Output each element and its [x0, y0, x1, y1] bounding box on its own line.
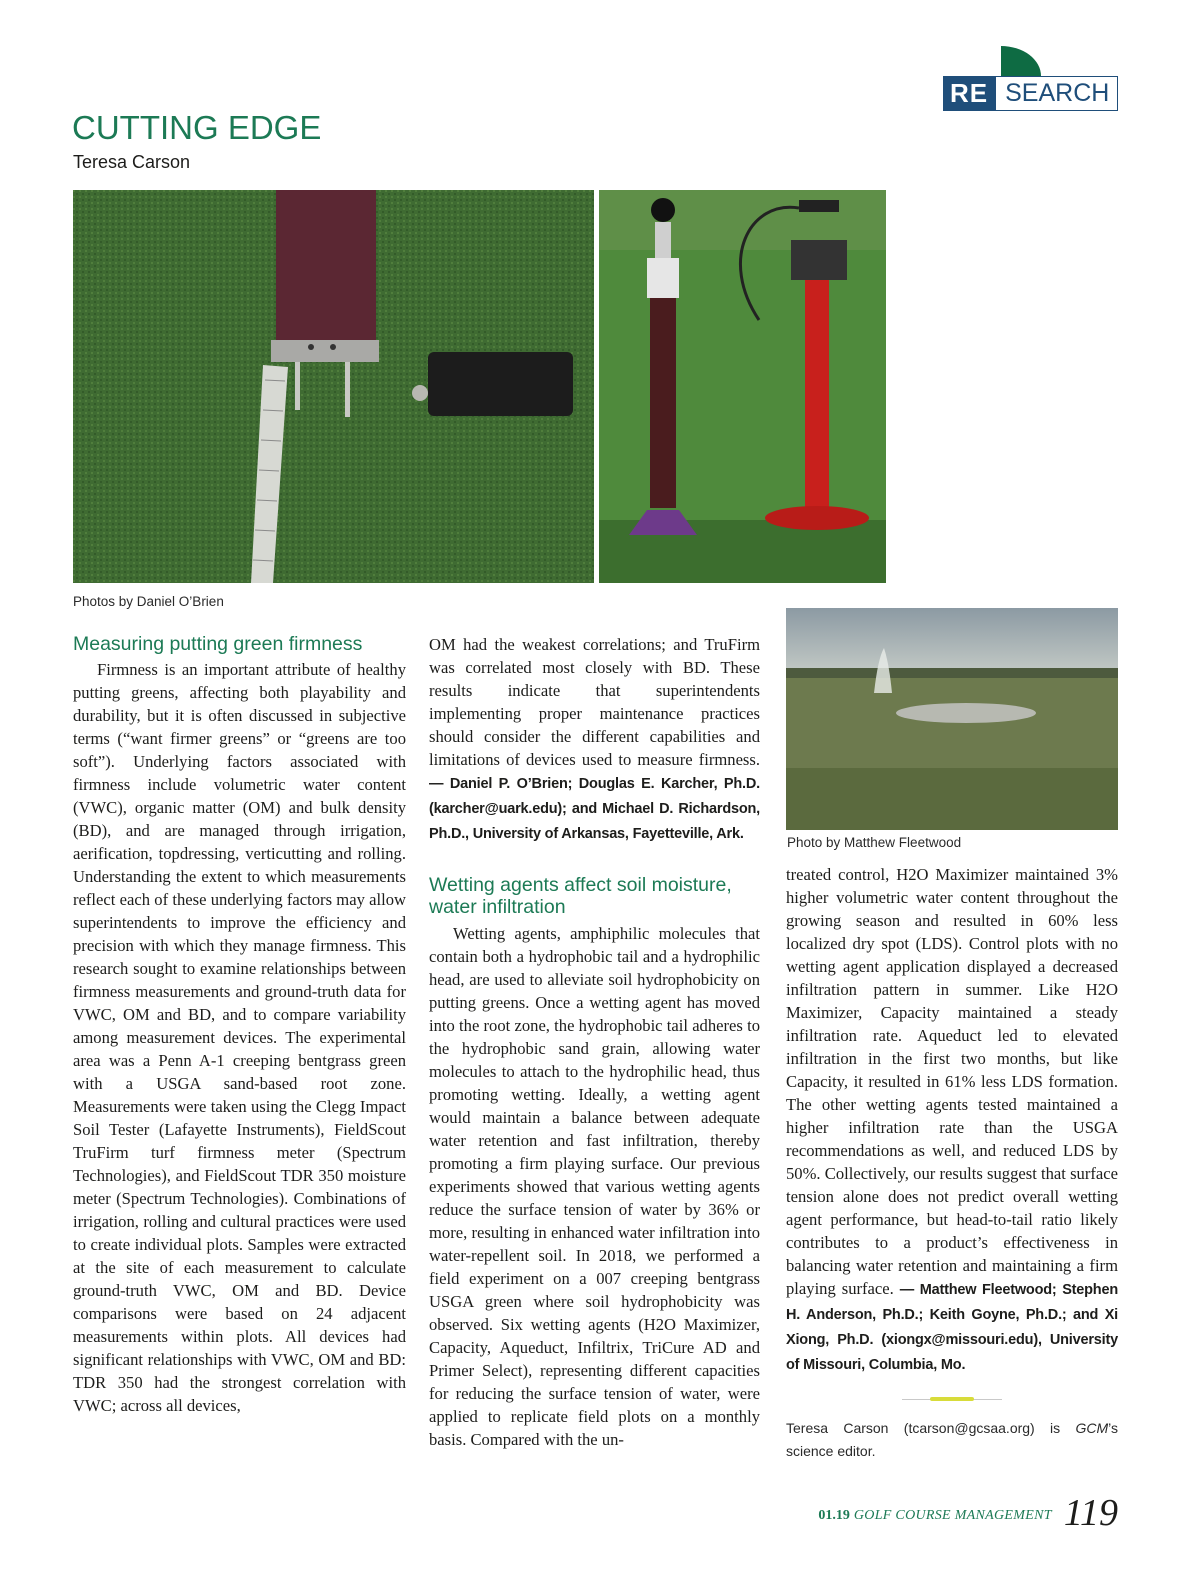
article2-byline: — Matthew Fleetwood; Stephen H. Anderson, Ph.D.; Keith Goyne, Ph.D.; and Xi Xiong, Ph.D. (xiongx@missouri.edu), University of Missouri, Columbia, Mo. [786, 1282, 1118, 1373]
article1-byline: — Daniel P. O’Brien; Douglas E. Karcher, Ph.D. (karcher@uark.edu); and Michael D. Richardson, Ph.D., University of Arkansas, Fayetteville, Ark. [429, 776, 760, 842]
field-fountain-photo [786, 608, 1118, 830]
photo-credit-top: Photos by Daniel O’Brien [73, 594, 224, 609]
article2-body-col2: Wetting agents, amphiphilic molecules that contain both a hydrophobic tail and a hydrophilic head, are used to alleviate soil hydrophobicity on putting greens. Once a wetting agent has moved into the root zone, the hydrophobic tail adheres to the hydrophobic sand grain, allowing water molecules to attach to the hydrophilic head, thus promoting wetting. Ideally, a wetting agent would maintain a balance between adequate water retention and fast infiltration, thereby promoting a firm playing surface. Our previous experiments showed that various wetting agents reduce the surface tension of water by 36% or more, resulting in enhanced water infiltration into water-repellent soil. In 2018, we performed a field experiment on a 007 creeping bentgrass USGA green where soil hydrophobicity was observed. Six wetting agents (H2O Maximizer, Capacity, Aqueduct, Infiltrix, TriCure AD and Primer Select), representing different capacities for reducing the surface tension of water, were applied to replicate field plots on a monthly basis. Compared with the un- [429, 924, 760, 1449]
author-name: Teresa Carson [73, 152, 191, 172]
article1-heading: Measuring putting green firmness [73, 633, 363, 655]
bio-italic: GCM [1075, 1420, 1109, 1436]
photo-credit-right: Photo by Matthew Fleetwood [787, 835, 962, 850]
article1-body-col1: Firmness is an important attribute of healthy putting greens, affecting both playability and durability, but it is often discussed in subjective terms (“want firmer greens” or “greens are too soft”). Underlying factors associated with firmness include volumetric water content (VWC), organic matter (OM) and bulk density (BD), and are managed through irrigation, aerification, topdressing, verticutting and rolling. Understanding the extent to which measurements reflect each of these underlying factors may allow superintendents to improve the efficiency and precision with which they manage firmness. This research sought to examine relationships between firmness measurements and ground-truth data for VWC, OM and BD, and to compare variability among measurement devices. The experimental area was a Penn A-1 creeping bentgrass green with a USGA sand-based root zone. Measurements were taken using the Clegg Impact Soil Tester (Lafayette Instruments), FieldScout TruFirm turf firmness meter (Spectrum Technologies), and FieldScout TDR 350 moisture meter (Spectrum Technologies). Combinations of irrigation, rolling and cultural practices were used to create individual plots. Samples were extracted at the site of each measurement to calculate ground-truth VWC, OM and BD. Device comparisons were based on 24 adjacent measurements within plots. All devices had significant relationships with VWC, OM and BD: TDR 350 had the strongest correlation with VWC; across all devices, [73, 660, 406, 1415]
column-3 [786, 863, 1118, 1377]
logo-prefix: RE [944, 77, 996, 110]
section-divider [902, 1396, 1002, 1402]
magazine-name: GOLF COURSE MANAGEMENT [853, 1508, 1052, 1523]
author-bio [786, 1417, 1118, 1463]
logo-suffix: SEARCH [996, 77, 1109, 110]
column-2 [429, 633, 760, 1451]
page-footer [760, 1491, 1118, 1534]
article1-body-col2 [429, 633, 760, 846]
article2-body-col3 [786, 863, 1118, 1377]
article2-heading: Wetting agents affect soil moisture, water infiltration [429, 874, 732, 918]
article1-body-col2-text: OM had the weakest correlations; and TruFirm was correlated most closely with BD. These results indicate that superintendents implementing proper maintenance practices should consider the different capabilities and limitations of devices used to measure firmness. [429, 635, 760, 769]
bio-pre: Teresa Carson (tcarson@gcsaa.org) is [786, 1420, 1076, 1436]
penetrometers-photo [599, 190, 886, 583]
column-1 [73, 633, 406, 1417]
research-logo [943, 46, 1118, 112]
firmness-devices-photo [73, 190, 594, 583]
page-title: CUTTING EDGE [72, 109, 322, 146]
leaf-mark-icon [1001, 46, 1041, 76]
page-number: 119 [1063, 1492, 1118, 1534]
divider-accent [930, 1397, 974, 1401]
bio-post: ’s science editor. [786, 1420, 1118, 1459]
article2-body-col3-text: treated control, H2O Maximizer maintained 3% higher volumetric water content throughout the growing season and resulted in 60% less localized dry spot (LDS). Control plots with no wetting agent application displayed a decreased infiltration pattern in summer. Like H2O Maximizer, Capacity maintained a steady infiltration rate. Aqueduct led to elevated infiltration in the first two months, but like Capacity, it resulted in 61% less LDS formation. The other wetting agents tested maintained a higher infiltration rate than the USGA recommendations as well, and reduced LDS by 50%. Collectively, our results suggest that surface tension alone does not predict overall wetting agent performance, but head-to-tail ratio likely contributes to a product’s effectiveness in balancing water retention and maintaining a firm playing surface. [786, 865, 1118, 1298]
issue-date: 01.19 [818, 1508, 850, 1523]
logo-box [943, 76, 1118, 111]
